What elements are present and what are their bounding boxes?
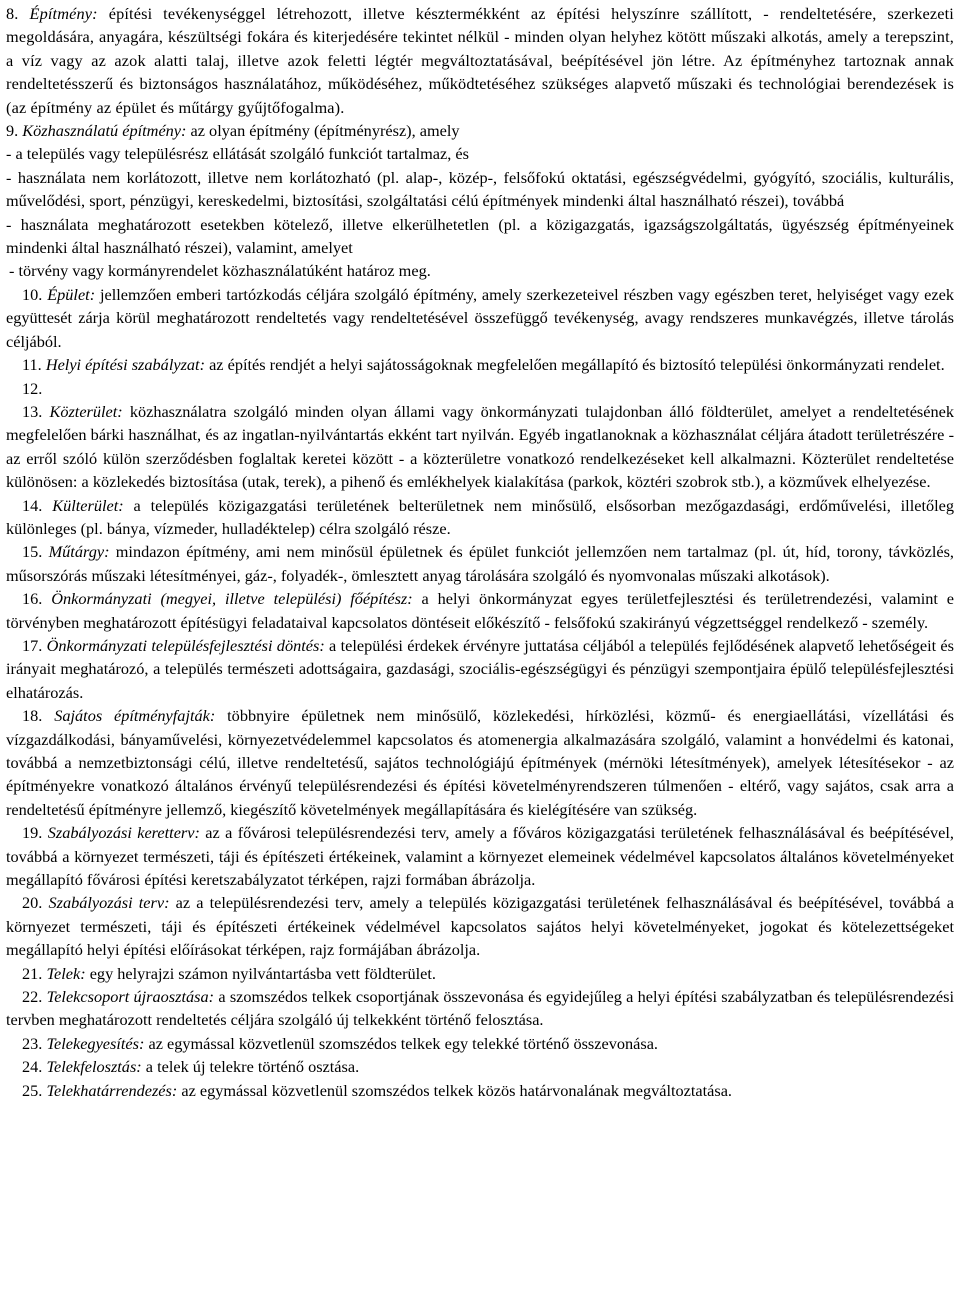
defined-term: Telekfelosztás: — [46, 1057, 142, 1077]
definition-10 — [6, 283, 954, 353]
item-number: 16. — [22, 589, 43, 609]
item-number: 20. — [22, 893, 43, 913]
definition-text: az egymással közvetlenül szomszédos telkek közös határvonalának megváltoztatása. — [181, 1080, 733, 1100]
definition-15 — [6, 540, 954, 587]
item-number: 21. — [22, 963, 43, 983]
item-number: 23. — [22, 1033, 43, 1053]
definition-text: a telek új telekre történő osztása. — [145, 1057, 360, 1077]
definition-22 — [6, 985, 954, 1032]
defined-term: Telek: — [46, 963, 86, 983]
definition-text: az a településrendezési terv, amely a település közigazgatási területének felhasználásával és beépítésével, továbbá a környezet természeti, táji és építészeti értékeinek védelmével kapcsolatos sajátos helyi követelményeket, jogokat és kötelezettségeket megállapító helyi építési előírásokat térképen, rajz formájában ábrázolja. — [6, 893, 955, 960]
definition-9-bullet: - használata meghatározott esetekben kötelező, illetve elkerülhetetlen (pl. a közigazgatás, igazságszolgáltatás, ügyészség építményeinek mindenki által használható részei), valamint, amelyet — [6, 214, 954, 258]
item-number: 8. — [6, 4, 19, 23]
definition-12 — [6, 377, 954, 400]
defined-term: Közterület: — [49, 401, 123, 421]
definition-9-bullet: - törvény vagy kormányrendelet közhasználatúként határoz meg. — [9, 261, 431, 281]
definition-text: a települési érdekek érvényre juttatása céljából a település fejlődésének alapvető lehetőségeit és irányait meghatározó, a település természeti adottságaira, gazdasági, szociális-egészségügyi és pénzügyi szempontjaira épülő településfejlesztési elhatározás. — [6, 635, 954, 702]
defined-term: Műtárgy: — [48, 542, 110, 562]
item-number: 12. — [22, 378, 43, 398]
item-number: 18. — [22, 706, 43, 726]
definition-9-bullet: - a település vagy településrész ellátását szolgáló funkciót tartalmaz, és — [6, 144, 469, 164]
item-number: 10. — [22, 284, 43, 304]
defined-term: Telekcsoport újraosztása: — [46, 987, 215, 1007]
definition-17 — [6, 634, 954, 704]
defined-term: Sajátos építményfajták: — [54, 706, 216, 726]
definition-21 — [6, 962, 954, 985]
definition-text: építési tevékenységgel létrehozott, illetve késztermékként az építési helyszínre szállított, - rendeltetésére, szerkezeti megoldására, anyagára, készültségi fokára és kiterjedésére tekintet nélkül - minden olyan helyhez kötött műszaki alkotás, amely a terepszint, a víz vagy az azok alatti talaj, illetve azok feletti légtér megváltoztatásával, beépítésével jön létre. — [6, 4, 954, 70]
definition-9-bullet: - használata nem korlátozott, illetve nem korlátozható (pl. alap-, közép-, felsőfokú oktatási, egészségvédelmi, gyógyító, szociális, kulturális, művelődési, sport, pénzügyi, kereskedelmi, biztosítási, szolgáltatási célú építmények mindenki által használható részei), továbbá — [6, 167, 954, 211]
definition-14 — [6, 494, 954, 541]
defined-term: Közhasználatú építmény: — [22, 121, 187, 141]
item-number: 13. — [22, 401, 43, 421]
definition-text: a szomszédos telkek csoportjának összevonása és egyidejűleg a helyi építési szabályzatban és településrendezési tervben meghatározott rendeltetés céljára szolgáló új telkekként történő felosztása. — [6, 987, 954, 1030]
definition-23 — [6, 1032, 954, 1055]
definition-text: egy helyrajzi számon nyilvántartásba vett földterület. — [89, 963, 437, 983]
definition-19 — [6, 821, 954, 891]
definition-text: az olyan építmény (építményrész), amely — [190, 121, 460, 141]
definition-text: a helyi önkormányzat egyes területfejlesztési és területrendezési, valamint e törvényben meghatározott építésügyi feladataival kapcsolatos döntéseit előkészítő - felsőfokú szakirányú végzettséggel rendelkező - személy. — [6, 589, 955, 632]
definition-9 — [6, 119, 954, 142]
defined-term: Önkormányzati településfejlesztési döntés: — [46, 635, 325, 655]
definition-11 — [6, 353, 954, 376]
definition-text: közhasználatra szolgáló minden olyan állami vagy önkormányzati tulajdonban álló földterület, amelyet a rendeltetésének megfelelően bárki használhat, és az ingatlan-nyilvántartás ekként tart nyilván. Egyéb ingatlanoknak a közhasználat céljára átadott területrészére - az erről szóló külön szerződésben foglaltak keretei között - a közterületre vonatkozó rendelkezéseket kell alkalmazni. Közterület rendeltetése különösen: a közlekedés biztosítása (utak, terek), a pihenő és emlékhelyek kialakítása (parkok, köztéri szobrok stb.), a közművek elhelyezése. — [6, 401, 954, 492]
defined-term: Telekegyesítés: — [46, 1033, 145, 1053]
item-number: 19. — [22, 823, 43, 843]
item-number: 9. — [6, 121, 19, 141]
definition-16 — [6, 587, 954, 634]
defined-term: Építmény: — [29, 4, 98, 23]
definition-text: az építés rendjét a helyi sajátosságoknak megfelelően megállapító és biztosító települési önkormányzati rendelet. — [209, 355, 945, 375]
defined-term: Telekhatárrendezés: — [46, 1080, 178, 1100]
definition-18 — [6, 704, 954, 821]
definition-text: az a fővárosi településrendezési terv, amely a főváros közigazgatási területének felhasználásával és beépítésével, továbbá a környezet természeti, táji és építészeti értékeinek, valamint a környezet elemeinek védelmével kapcsolatos általános követelményeket megállapító fővárosi építési keretszabályzatot térképen, rajzi formában ábrázolja. — [6, 823, 954, 890]
definition-13 — [6, 400, 954, 494]
definition-text: Az építményhez tartoznak annak rendeltetésszerű és biztonságos használatához, működéséhez, működtetéséhez szükséges alapvető műszaki és technológiai berendezések is (az építmény az épület és műtárgy gyűjtőfogalma). — [6, 50, 954, 117]
definition-text: mindazon építmény, ami nem minősül épületnek és épület funkciót jellemzően nem tartalmaz (pl. út, híd, torony, távközlés, műsorszórás műszaki létesítményei, gáz-, folyadék-, ömlesztett anyag tárolására szolgáló és nyomvonalas műszaki alkotások). — [6, 542, 955, 585]
definition-text: a település közigazgatási területének belterületnek nem minősülő, elsősorban mezőgazdasági, erdőművelési, illetőleg különleges (pl. bánya, vízmeder, hulladéktelep) célra szolgáló része. — [6, 495, 954, 538]
definition-25 — [6, 1079, 954, 1102]
definition-text: többnyire épületnek nem minősülő, közlekedési, hírközlési, közmű- és energiaellátási, vízellátási és vízgazdálkodási, bányaművelési, környezetvédelemmel kapcsolatos és atomenergia alkalmazására szolgáló, valamint a honvédelmi és katonai, továbbá a nemzetbiztonsági célú, illetve rendeltetésű, sajátos technológiájú építmények (mérnöki létesítmények), amelyek létesítésekor - az építményekre vonatkozó általános érvényű településrendezési és építési követelményrendszeren túlmenően - eltérő, vagy sajátos, csak arra a rendeltetésű építményre jellemző, kiegészítő követelmények megállapítására és kielégítésére van szükség. — [6, 706, 954, 819]
definition-20 — [6, 891, 954, 961]
defined-term: Külterület: — [52, 495, 124, 515]
definition-24 — [6, 1055, 954, 1078]
definition-8 — [6, 2, 954, 119]
item-number: 15. — [22, 542, 43, 562]
item-number: 17. — [22, 635, 43, 655]
defined-term: Szabályozási terv: — [48, 893, 170, 913]
item-number: 14. — [22, 495, 43, 515]
defined-term: Szabályozási keretterv: — [47, 823, 200, 843]
definition-text: jellemzően emberi tartózkodás céljára szolgáló építmény, amely szerkezeteivel részben vagy egészben teret, helyiséget vagy ezek együttesét zárja körül meghatározott rendeltetés vagy rendeltetésével összefüggő tevékenység, avagy rendszeres munkavégzés, illetve tárolás céljából. — [6, 284, 955, 351]
defined-term: Helyi építési szabályzat: — [45, 355, 205, 375]
defined-term: Épület: — [47, 284, 96, 304]
definition-text: az egymással közvetlenül szomszédos telkek egy telekké történő összevonása. — [148, 1033, 658, 1053]
item-number: 25. — [22, 1080, 43, 1100]
defined-term: Önkormányzati (megyei, illetve települési) főépítész: — [51, 589, 413, 609]
item-number: 24. — [22, 1057, 43, 1077]
item-number: 22. — [22, 987, 43, 1007]
item-number: 11. — [22, 355, 42, 375]
